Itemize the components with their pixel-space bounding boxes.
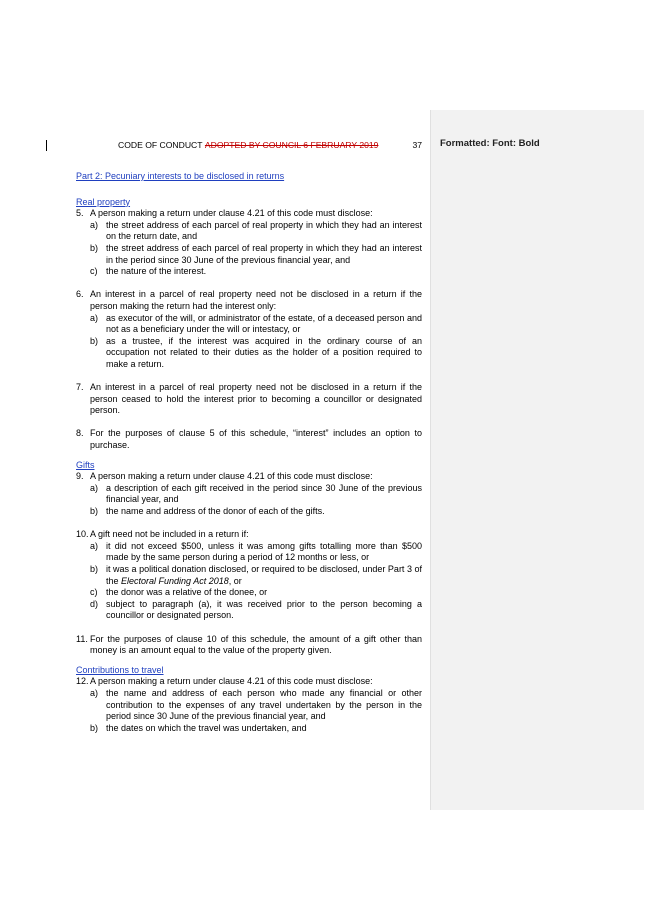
page-number: 37 xyxy=(412,140,422,150)
section-heading-travel: Contributions to travel xyxy=(76,664,164,675)
clause-10-c: c) the donor was a relative of the donee, or xyxy=(90,587,268,598)
clause-12-b: b) the dates on which the travel was undertaken, and xyxy=(90,722,307,733)
clause-10-b: b) it was a political donation disclosed, or required to be disclosed, under Part 3 of the Electoral Funding Act 2018, or xyxy=(90,564,422,586)
clause-5-c: c) the nature of the interest. xyxy=(90,266,207,277)
clause-12: 12. A person making a return under clause 4.21 of this code must disclose: xyxy=(76,676,373,687)
comment-label: Formatted: Font: Bold xyxy=(440,138,540,149)
clause-9-a: a) a description of each gift received in the period since 30 June of the previous financial year, and xyxy=(90,482,422,505)
document-body xyxy=(76,171,422,734)
clause-9: 9. A person making a return under clause 4.21 of this code must disclose: xyxy=(76,471,373,482)
clause-9-b: b) the name and address of the donor of each of the gifts. xyxy=(90,506,325,517)
clause-10-d: d) subject to paragraph (a), it was received prior to the person becoming a councillor or designated person. xyxy=(90,598,422,621)
page-header xyxy=(76,140,422,152)
section-heading-real-property: Real property xyxy=(76,196,131,207)
deleted-text: ADOPTED BY COUNCIL 6 FEBRUARY 2019 xyxy=(204,140,379,150)
change-bar xyxy=(46,140,47,151)
clause-12-a: a) the name and address of each person who made any financial or other contribution to the expenses of any travel undertaken by the person in the period since 30 June of the previous financial year, and xyxy=(90,687,422,722)
clause-6: 6. An interest in a parcel of real property need not be disclosed in a return if the person making the return had the interest only: xyxy=(76,289,422,311)
header-title: CODE OF CONDUCT ADOPTED BY COUNCIL 6 FEBRUARY 2019 xyxy=(118,140,379,150)
clause-11: 11. For the purposes of clause 10 of this schedule, the amount of a gift other than money is an amount equal to the value of the property given. xyxy=(76,633,422,656)
clause-5-b: b) the street address of each parcel of real property in which they had an interest in the period since 30 June of the previous financial year, and xyxy=(90,242,422,265)
clause-10: 10. A gift need not be included in a return if: xyxy=(76,529,249,540)
clause-6-a: a) as executor of the will, or administrator of the estate, of a deceased person and not as a beneficiary under the will or intestacy, or xyxy=(90,312,422,335)
section-heading-gifts: Gifts xyxy=(76,459,95,470)
clause-6-b: b) as a trustee, if the interest was acquired in the ordinary course of an occupation not related to their duties as the holder of a position required to make a return. xyxy=(90,335,422,369)
clause-10-a: a) it did not exceed $500, unless it was among gifts totalling more than $500 made by the same person during a period of 12 months or less, or xyxy=(90,540,422,563)
comment-pane xyxy=(430,110,644,810)
part-heading: Part 2: Pecuniary interests to be disclosed in returns xyxy=(76,171,285,181)
clause-8: 8. For the purposes of clause 5 of this schedule, “interest” includes an option to purchase. xyxy=(76,428,422,451)
clause-7: 7. An interest in a parcel of real property need not be disclosed in a return if the person ceased to hold the interest prior to becoming a councillor or designated person. xyxy=(76,382,422,416)
act-title: Electoral Funding Act 2018 xyxy=(121,575,229,586)
clause-5: 5. A person making a return under clause 4.21 of this code must disclose: xyxy=(76,208,373,219)
clause-5-a: a) the street address of each parcel of real property in which they had an interest on the return date, and xyxy=(90,219,422,242)
